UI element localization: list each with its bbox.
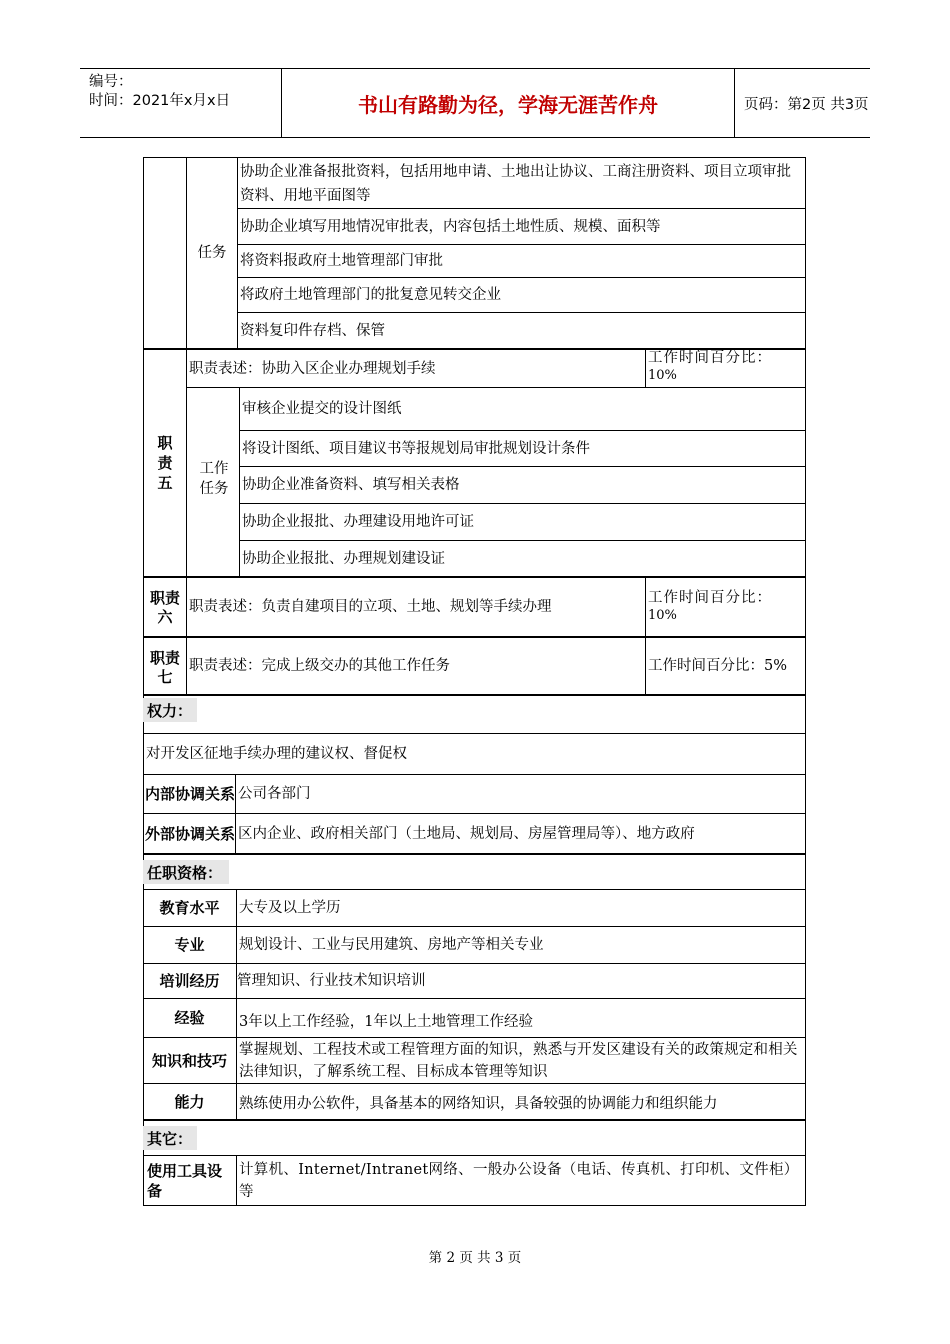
duty7-label: 职责七	[149, 649, 180, 686]
duty6-time: 工作时间百分比： 10%	[648, 590, 772, 623]
qualifications-heading: 任职资格：	[143, 860, 229, 884]
qual-label: 教育水平	[159, 899, 220, 917]
duty5-label: 职责五	[157, 434, 173, 492]
tools-value: 计算机、Internet/Intranet网络、一般办公设备（电话、传真机、打印机、文件柜）等	[239, 1161, 799, 1200]
qual-value: 规划设计、工业与民用建筑、房地产等相关专业	[239, 937, 544, 953]
external-relations-value: 区内企业、政府相关部门（土地局、规划局、房屋管理局等）、地方政府	[238, 825, 695, 842]
duty6-statement: 职责表述：负责自建项目的立项、土地、规划等手续办理	[189, 599, 552, 615]
duty5-task-label: 工作任务	[199, 461, 229, 497]
task-item: 协助企业准备报批资料，包括用地申请、土地出让协议、工商注册资料、项目立项审批资料、用地平面图等	[240, 163, 791, 204]
qual-label: 能力	[174, 1092, 205, 1111]
task-item: 将资料报政府土地管理部门审批	[240, 253, 443, 269]
duty5-statement: 职责表述：协助入区企业办理规划手续	[189, 360, 436, 377]
page-footer: 第 2 页 共 3 页	[428, 1250, 522, 1266]
task-item: 审核企业提交的设计图纸	[242, 401, 402, 417]
page-header	[80, 68, 870, 138]
header-meta	[80, 69, 282, 137]
authority-heading: 权力：	[143, 698, 197, 722]
task-item: 协助企业报批、办理建设用地许可证	[242, 514, 474, 530]
doc-date: 时间：2021年x月x日	[89, 93, 231, 109]
task-item: 协助企业填写用地情况审批表，内容包括土地性质、规模、面积等	[240, 218, 661, 235]
qual-label: 专业	[174, 936, 205, 954]
task-block-label: 任务	[197, 245, 227, 261]
qual-label: 经验	[174, 1009, 205, 1027]
header-motto: 书山有路勤为径，学海无涯苦作舟	[282, 69, 735, 137]
task-item: 将政府土地管理部门的批复意见转交企业	[240, 287, 501, 303]
job-description-table	[143, 157, 806, 1206]
task-item: 协助企业报批、办理规划建设证	[242, 550, 445, 567]
qual-value: 3年以上工作经验，1年以上土地管理工作经验	[239, 1014, 533, 1030]
duty6-label: 职责六	[149, 589, 180, 626]
qual-value: 熟练使用办公软件，具备基本的网络知识，具备较强的协调能力和组织能力	[239, 1095, 718, 1112]
duty5-time: 工作时间百分比： 10%	[648, 350, 772, 383]
qual-label: 知识和技巧	[151, 1051, 227, 1070]
task-item: 协助企业准备资料、填写相关表格	[242, 477, 460, 493]
qual-value: 大专及以上学历	[239, 900, 341, 916]
duty7-statement: 职责表述：完成上级交办的其他工作任务	[189, 658, 450, 674]
tools-label: 使用工具设备	[147, 1161, 223, 1200]
header-page-info: 页码：第2页 共3页	[744, 96, 869, 113]
external-relations-label: 外部协调关系	[145, 824, 236, 843]
internal-relations-label: 内部协调关系	[145, 785, 236, 803]
task-item: 资料复印件存档、保管	[240, 322, 385, 339]
qual-value: 管理知识、行业技术知识培训	[237, 973, 426, 989]
authority-content: 对开发区征地手续办理的建议权、督促权	[146, 746, 407, 762]
other-heading: 其它：	[143, 1126, 197, 1150]
qual-label: 培训经历	[159, 972, 220, 990]
doc-number: 编号：	[89, 74, 133, 90]
duty7-time: 工作时间百分比：5%	[648, 658, 788, 674]
internal-relations-value: 公司各部门	[238, 786, 311, 802]
task-item: 将设计图纸、项目建议书等报规划局审批规划设计条件	[242, 440, 590, 457]
qual-value: 掌握规划、工程技术或工程管理方面的知识，熟悉与开发区建设有关的政策规定和相关法律知识，了解系统工程、目标成本管理等知识	[239, 1041, 798, 1080]
